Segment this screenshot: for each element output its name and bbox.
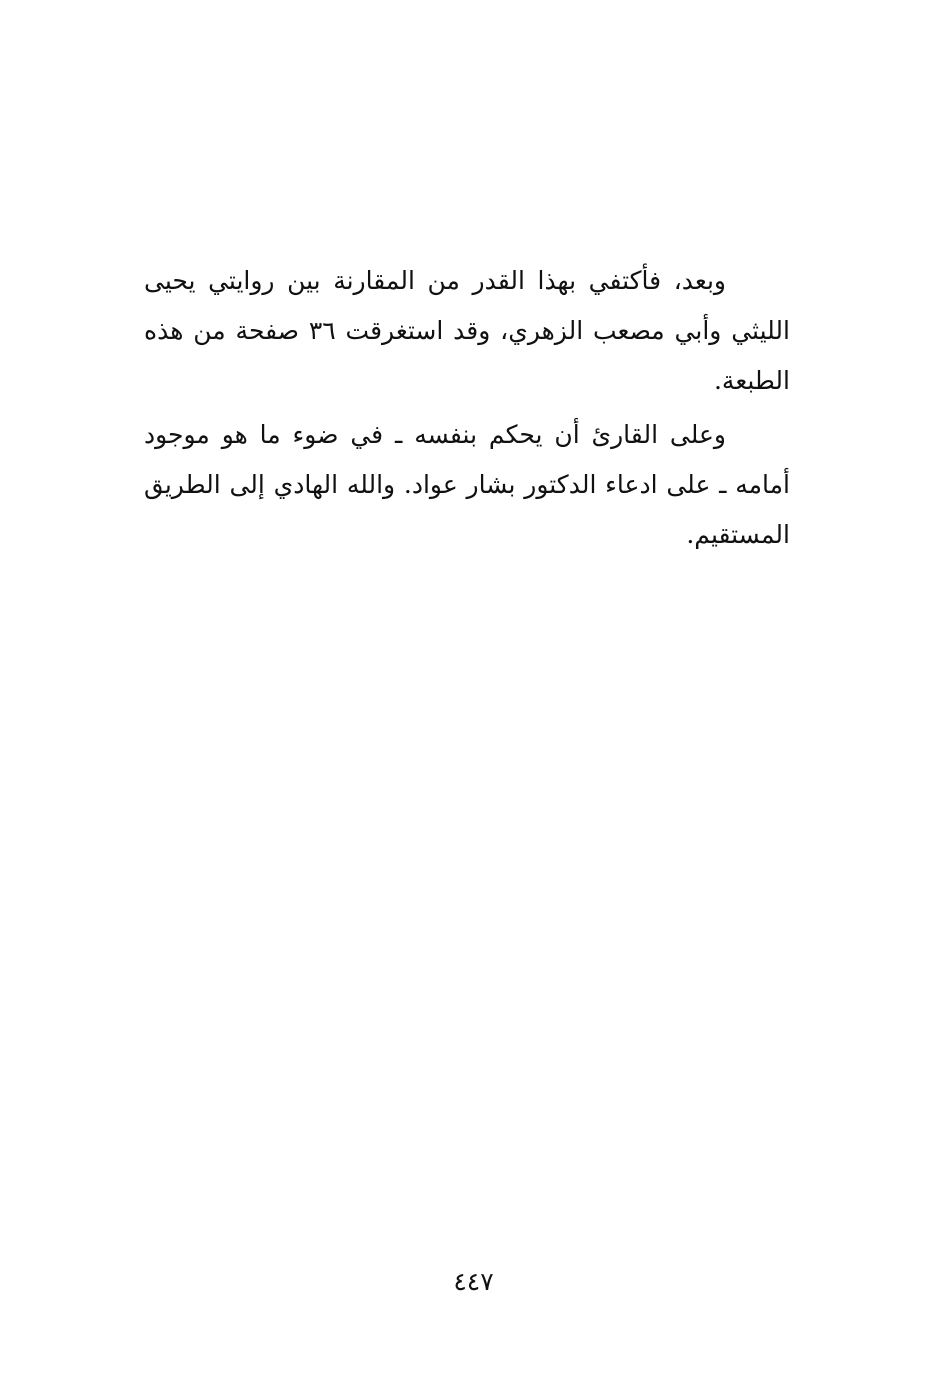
- page-number: ٤٤٧: [453, 1267, 494, 1296]
- paragraph-2: [144, 410, 790, 560]
- paragraph-2-line-2: أمامه ـ على ادعاء الدكتور بشار عواد. والله الهادي إلى الطريق: [144, 470, 790, 499]
- paragraph-1-line-1: وبعد، فأكتفي بهذا القدر من المقارنة بين روايتي يحيى: [144, 266, 726, 295]
- body-text: [144, 256, 790, 560]
- paragraph-1: [144, 256, 790, 406]
- paragraph-2-line-3: المستقيم.: [686, 520, 790, 549]
- paragraph-2-line-1: وعلى القارئ أن يحكم بنفسه ـ في ضوء ما هو موجود: [144, 420, 726, 449]
- paragraph-1-line-2: الليثي وأبي مصعب الزهري، وقد استغرقت ٣٦ صفحة من هذه: [144, 316, 790, 345]
- paragraph-1-line-3: الطبعة.: [713, 366, 790, 395]
